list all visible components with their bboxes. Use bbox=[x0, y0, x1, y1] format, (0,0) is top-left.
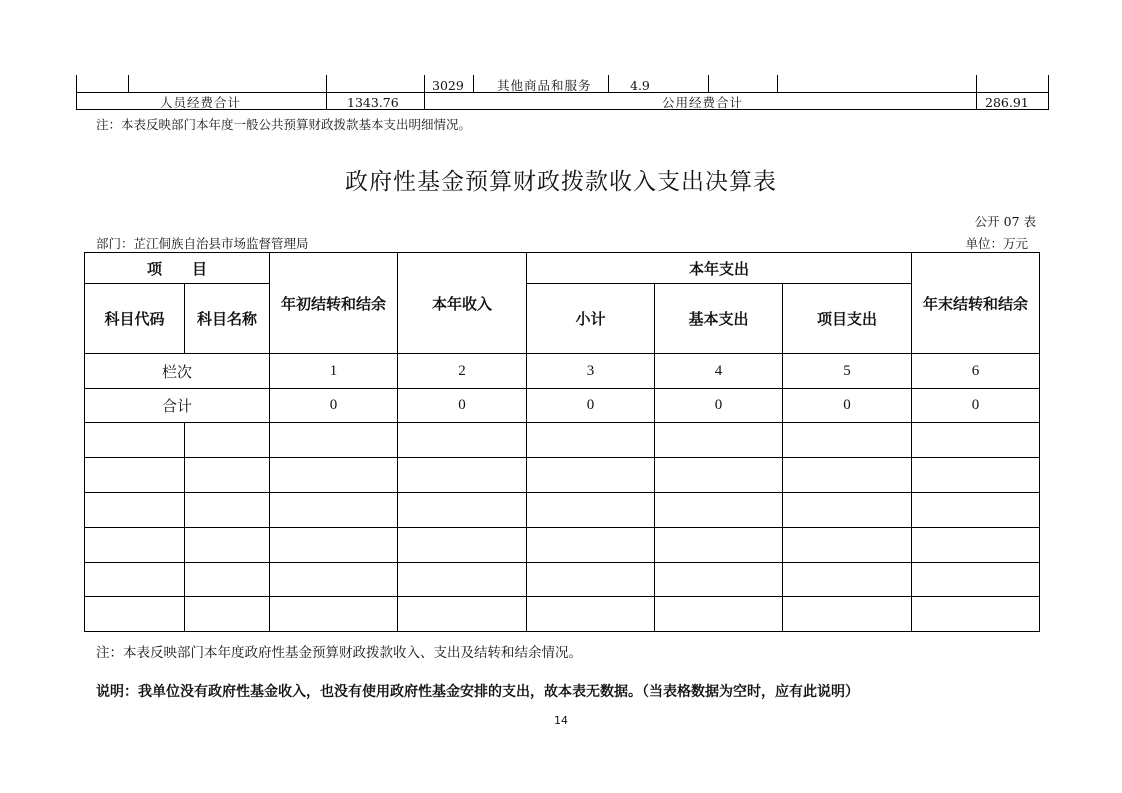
empty-cell bbox=[527, 423, 655, 458]
empty-cell bbox=[185, 423, 270, 458]
empty-cell bbox=[912, 423, 1040, 458]
fragment-item-value: 4.9 bbox=[630, 78, 650, 93]
empty-row bbox=[85, 493, 1040, 528]
public-total-value: 286.91 bbox=[985, 95, 1029, 110]
empty-cell bbox=[398, 423, 527, 458]
empty-cell bbox=[398, 597, 527, 632]
table-number: 公开 07 表 bbox=[974, 214, 1036, 229]
header-basic: 基本支出 bbox=[655, 284, 783, 354]
page-number: 14 bbox=[554, 714, 568, 727]
header-income: 本年收入 bbox=[398, 253, 527, 354]
header-begin-balance: 年初结转和结余 bbox=[270, 253, 398, 354]
empty-cell bbox=[185, 458, 270, 493]
empty-row bbox=[85, 423, 1040, 458]
personnel-total-value: 1343.76 bbox=[347, 95, 399, 110]
empty-row bbox=[85, 597, 1040, 632]
fragment-code: 3029 bbox=[432, 78, 464, 93]
column-number: 6 bbox=[912, 354, 1040, 389]
fragment-col-divider bbox=[608, 75, 609, 92]
empty-row bbox=[85, 563, 1040, 597]
header-expense-group: 本年支出 bbox=[527, 253, 912, 284]
empty-cell bbox=[912, 597, 1040, 632]
total-value: 0 bbox=[270, 389, 398, 423]
fragment-col-divider bbox=[708, 75, 709, 92]
column-number: 5 bbox=[783, 354, 912, 389]
empty-cell bbox=[270, 563, 398, 597]
header-code: 科目代码 bbox=[85, 284, 185, 354]
empty-cell bbox=[655, 597, 783, 632]
empty-cell bbox=[185, 563, 270, 597]
empty-cell bbox=[527, 458, 655, 493]
fragment-right-border bbox=[1048, 75, 1049, 110]
header-item: 项 目 bbox=[85, 253, 270, 284]
column-number: 2 bbox=[398, 354, 527, 389]
total-value: 0 bbox=[398, 389, 527, 423]
empty-cell bbox=[655, 458, 783, 493]
empty-cell bbox=[783, 423, 912, 458]
unit-label: 单位：万元 bbox=[965, 236, 1028, 251]
fragment-col-divider bbox=[424, 75, 425, 110]
fund-budget-table bbox=[84, 252, 1040, 632]
fragment-col-divider bbox=[777, 75, 778, 92]
total-value: 0 bbox=[527, 389, 655, 423]
empty-cell bbox=[912, 458, 1040, 493]
total-value: 0 bbox=[912, 389, 1040, 423]
empty-cell bbox=[85, 563, 185, 597]
empty-cell bbox=[185, 597, 270, 632]
empty-cell bbox=[783, 563, 912, 597]
header-end-balance: 年末结转和结余 bbox=[912, 253, 1040, 354]
empty-cell bbox=[655, 423, 783, 458]
empty-cell bbox=[270, 597, 398, 632]
empty-cell bbox=[398, 458, 527, 493]
total-label: 合计 bbox=[85, 389, 270, 423]
personnel-total-label: 人员经费合计 bbox=[160, 95, 242, 110]
previous-table-fragment bbox=[0, 0, 1122, 112]
header-name: 科目名称 bbox=[185, 284, 270, 354]
empty-cell bbox=[912, 528, 1040, 563]
explanation-text: 说明：我单位没有政府性基金收入，也没有使用政府性基金安排的支出，故本表无数据。（当表格数据为空时，应有此说明） bbox=[96, 684, 859, 700]
empty-cell bbox=[783, 597, 912, 632]
fragment-col-divider bbox=[976, 75, 977, 110]
empty-cell bbox=[655, 493, 783, 528]
empty-cell bbox=[527, 493, 655, 528]
department-label: 部门：芷江侗族自治县市场监督管理局 bbox=[96, 236, 309, 251]
empty-cell bbox=[85, 597, 185, 632]
empty-cell bbox=[270, 493, 398, 528]
empty-row bbox=[85, 458, 1040, 493]
page-title: 政府性基金预算财政拨款收入支出决算表 bbox=[345, 169, 777, 195]
fragment-note: 注：本表反映部门本年度一般公共预算财政拨款基本支出明细情况。 bbox=[96, 117, 472, 132]
empty-cell bbox=[85, 493, 185, 528]
empty-cell bbox=[85, 458, 185, 493]
empty-row bbox=[85, 528, 1040, 563]
empty-cell bbox=[398, 563, 527, 597]
empty-cell bbox=[527, 528, 655, 563]
empty-cell bbox=[270, 423, 398, 458]
empty-cell bbox=[185, 493, 270, 528]
empty-cell bbox=[783, 528, 912, 563]
empty-cell bbox=[912, 493, 1040, 528]
table-note: 注：本表反映部门本年度政府性基金预算财政拨款收入、支出及结转和结余情况。 bbox=[96, 645, 582, 661]
header-project: 项目支出 bbox=[783, 284, 912, 354]
empty-cell bbox=[912, 563, 1040, 597]
empty-cell bbox=[527, 563, 655, 597]
total-value: 0 bbox=[655, 389, 783, 423]
empty-cell bbox=[398, 493, 527, 528]
fragment-col-divider bbox=[128, 75, 129, 92]
empty-cell bbox=[85, 423, 185, 458]
empty-cell bbox=[783, 458, 912, 493]
empty-cell bbox=[85, 528, 185, 563]
empty-cell bbox=[783, 493, 912, 528]
header-subtotal: 小计 bbox=[527, 284, 655, 354]
column-number: 3 bbox=[527, 354, 655, 389]
column-number-row bbox=[85, 354, 1040, 389]
empty-cell bbox=[655, 528, 783, 563]
empty-cell bbox=[270, 458, 398, 493]
fragment-col-divider bbox=[326, 75, 327, 110]
column-number: 1 bbox=[270, 354, 398, 389]
column-number: 4 bbox=[655, 354, 783, 389]
total-value: 0 bbox=[783, 389, 912, 423]
total-row bbox=[85, 389, 1040, 423]
fragment-item-name: 其他商品和服务 bbox=[497, 78, 592, 93]
empty-cell bbox=[185, 528, 270, 563]
column-number-label: 栏次 bbox=[85, 354, 270, 389]
empty-cell bbox=[270, 528, 398, 563]
empty-cell bbox=[398, 528, 527, 563]
public-total-label: 公用经费合计 bbox=[662, 95, 744, 110]
empty-cell bbox=[655, 563, 783, 597]
empty-cell bbox=[527, 597, 655, 632]
fragment-col-divider bbox=[473, 75, 474, 92]
fragment-left-border bbox=[76, 75, 77, 110]
